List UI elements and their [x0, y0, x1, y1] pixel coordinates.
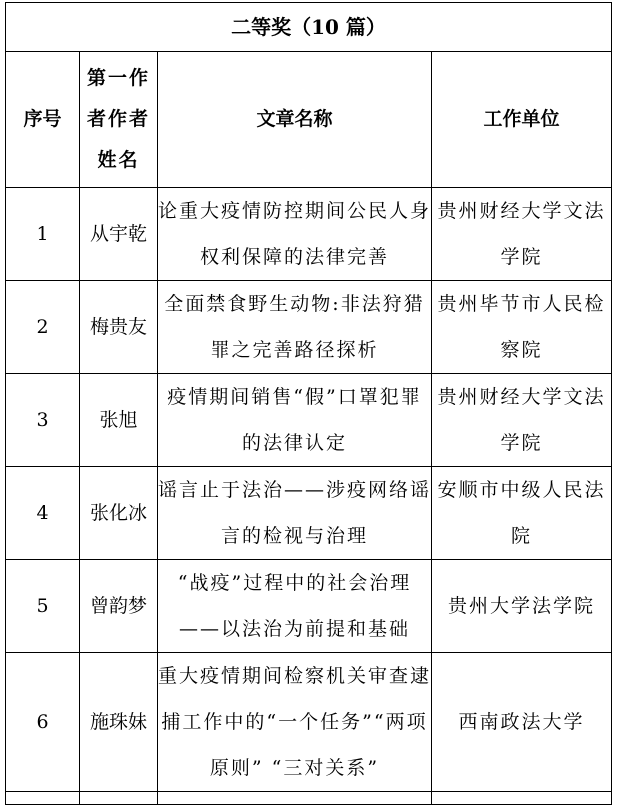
row-article	[158, 653, 432, 792]
row-article-text: “战疫”过程中的社会治理——以法治为前提和基础	[177, 572, 412, 640]
table-row-partial	[6, 792, 612, 805]
award-table	[5, 2, 612, 805]
header-row	[6, 52, 612, 188]
header-author-text: 第一作者作者姓名	[86, 67, 150, 171]
table-row	[6, 281, 612, 374]
row-no: 5	[6, 560, 80, 653]
row-partial-cell	[158, 792, 432, 805]
row-partial-cell	[80, 792, 158, 805]
row-no: 4	[6, 467, 80, 560]
row-unit-text: 安顺市中级人民法院	[437, 479, 606, 547]
row-article-text: 疫情期间销售“假”口罩犯罪的法律认定	[167, 386, 422, 454]
row-author: 从宇乾	[80, 188, 158, 281]
row-unit-text: 贵州财经大学文法学院	[437, 386, 606, 454]
row-article-text: 全面禁食野生动物:非法狩猎罪之完善路径探析	[164, 293, 425, 361]
row-partial-cell	[432, 792, 612, 805]
row-article	[158, 560, 432, 653]
row-author: 张化冰	[80, 467, 158, 560]
header-no: 序号	[6, 52, 80, 188]
row-author: 施珠妹	[80, 653, 158, 792]
row-article	[158, 188, 432, 281]
row-author: 张旭	[80, 374, 158, 467]
table-row	[6, 467, 612, 560]
header-article: 文章名称	[158, 52, 432, 188]
row-unit	[432, 188, 612, 281]
row-unit	[432, 467, 612, 560]
row-no: 3	[6, 374, 80, 467]
row-partial-cell	[6, 792, 80, 805]
row-unit	[432, 653, 612, 792]
table-row	[6, 560, 612, 653]
row-unit-text: 贵州财经大学文法学院	[437, 200, 606, 268]
row-article-text: 重大疫情期间检察机关审查逮捕工作中的“一个任务”“两项原则” “三对关系”	[158, 665, 432, 779]
header-author	[80, 52, 158, 188]
row-no: 6	[6, 653, 80, 792]
row-unit	[432, 560, 612, 653]
header-unit: 工作单位	[432, 52, 612, 188]
row-unit-text: 贵州毕节市人民检察院	[437, 293, 606, 361]
row-unit	[432, 281, 612, 374]
row-unit-text: 西南政法大学	[458, 711, 585, 733]
row-article	[158, 467, 432, 560]
row-author: 曾韵梦	[80, 560, 158, 653]
table-row	[6, 188, 612, 281]
row-article	[158, 374, 432, 467]
row-article	[158, 281, 432, 374]
row-unit	[432, 374, 612, 467]
row-article-text: 论重大疫情防控期间公民人身权利保障的法律完善	[158, 200, 432, 268]
row-no: 2	[6, 281, 80, 374]
row-unit-text: 贵州大学法学院	[448, 595, 596, 617]
table-row	[6, 374, 612, 467]
row-no: 1	[6, 188, 80, 281]
table-title: 二等奖（10 篇）	[6, 3, 612, 52]
table-title-row	[6, 3, 612, 52]
row-article-text: 谣言止于法治——涉疫网络谣言的检视与治理	[158, 479, 432, 547]
row-author: 梅贵友	[80, 281, 158, 374]
table-row	[6, 653, 612, 792]
